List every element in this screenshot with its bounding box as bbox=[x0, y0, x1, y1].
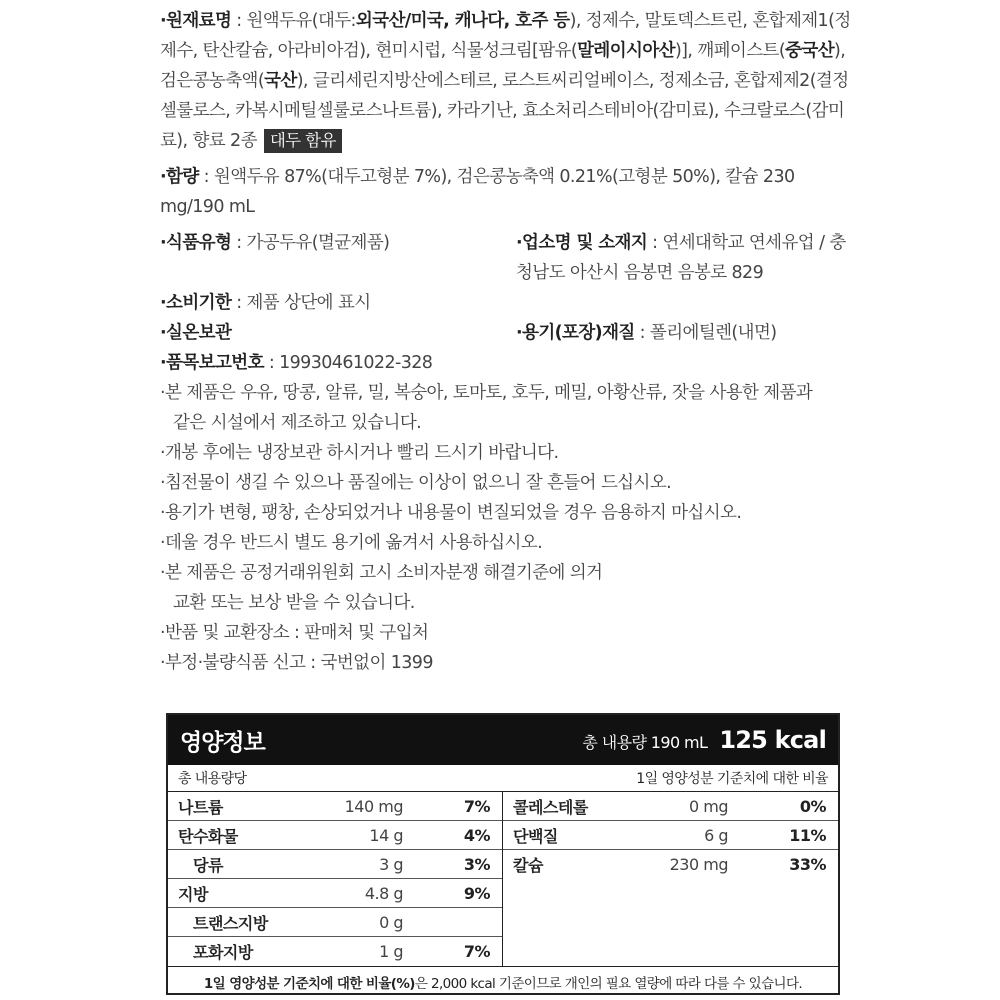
nutrient-value: 230 mg bbox=[669, 855, 728, 874]
nutrient-pct: 11% bbox=[789, 825, 826, 845]
nutrient-pct: 7% bbox=[463, 796, 490, 816]
maker-label: ·업소명 및 소재지 bbox=[516, 233, 648, 253]
info-row bbox=[160, 258, 860, 318]
footnote-bold: 1일 영양성분 기준치에 대한 비율(%) bbox=[203, 975, 415, 992]
note: ·부정·불량식품 신고 : 국번없이 1399 bbox=[160, 653, 433, 673]
nutrient-name: 당류 bbox=[193, 855, 223, 875]
expiry-value: : 제품 상단에 표시 bbox=[231, 293, 371, 313]
origin-text: 말레이시아산 bbox=[577, 41, 675, 61]
nutrient-value: 3 g bbox=[379, 854, 403, 874]
ingredients bbox=[160, 6, 860, 156]
nutrient-row bbox=[168, 850, 502, 879]
nutrient-name: 나트륨 bbox=[178, 797, 223, 817]
nutrient-row bbox=[168, 821, 502, 850]
nutrient-pct: 9% bbox=[463, 883, 490, 903]
allergen-tag: 대두 함유 bbox=[264, 129, 342, 153]
report-number bbox=[160, 348, 860, 378]
nutrient-value: 14 g bbox=[369, 825, 403, 845]
content-label: ·함량 bbox=[160, 167, 199, 187]
nutrient-name: 탄수화물 bbox=[178, 826, 238, 846]
nutrient-pct: 4% bbox=[463, 825, 490, 845]
nutrient-pct: 3% bbox=[463, 854, 490, 874]
nutrient-row bbox=[168, 879, 502, 908]
nutrition-column-right bbox=[503, 792, 838, 966]
nutrient-row bbox=[503, 850, 838, 879]
nutrient-name: 포화지방 bbox=[193, 943, 253, 962]
ingredients-label: ·원재료명 bbox=[160, 11, 232, 31]
note: ·본 제품은 공정거래위원회 고시 소비자분쟁 해결기준에 의거 bbox=[160, 563, 603, 583]
nutrient-name: 지방 bbox=[178, 884, 208, 904]
nutrition-grid bbox=[168, 792, 838, 967]
nutrition-total bbox=[582, 726, 826, 754]
nutrient-row bbox=[503, 821, 838, 850]
note: ·개봉 후에는 냉장보관 하시거나 빨리 드시기 바랍니다. bbox=[160, 443, 559, 463]
food-type-label: ·식품유형 bbox=[160, 233, 232, 253]
ingredients-text: )], 깨페이스트( bbox=[674, 41, 786, 61]
nutrient-value: 0 mg bbox=[688, 796, 728, 816]
nutrition-footnote bbox=[168, 967, 838, 996]
nutrient-name: 단백질 bbox=[513, 826, 558, 846]
nutrient-value: 0 g bbox=[379, 912, 403, 932]
nutrition-table bbox=[166, 713, 840, 995]
ratio-label: 1일 영양성분 기준치에 대한 비율 bbox=[636, 771, 828, 787]
note: ·본 제품은 우유, 땅콩, 알류, 밀, 복숭아, 토마토, 호두, 메밀, 아황산류, 잣을 사용한 제품과 bbox=[160, 383, 813, 403]
nutrient-pct: 0% bbox=[799, 796, 826, 816]
food-type-value: : 가공두유(멸균제품) bbox=[231, 233, 390, 253]
note: ·용기가 변형, 팽창, 손상되었거나 내용물이 변질되었을 경우 음용하지 마십시오. bbox=[160, 503, 742, 523]
footnote-text: 은 2,000 kcal 기준이므로 개인의 필요 열량에 따라 다를 수 있습니다. bbox=[414, 975, 803, 992]
nutrient-pct: 33% bbox=[789, 855, 826, 874]
report-value: : 19930461022-328 bbox=[263, 353, 433, 373]
nutrient-name: 트랜스지방 bbox=[193, 913, 268, 933]
nutrient-pct: 7% bbox=[463, 942, 490, 961]
nutrient-name: 콜레스테롤 bbox=[513, 797, 588, 817]
origin-text: 외국산/미국, 캐나다, 호주 등 bbox=[355, 11, 570, 31]
nutrient-value: 140 mg bbox=[344, 796, 403, 816]
maker-value: : 연세대학교 연세유업 / 충청남도 아산시 음봉면 음봉로 829 bbox=[516, 233, 846, 283]
note: 같은 시설에서 제조하고 있습니다. bbox=[173, 413, 422, 433]
info-row bbox=[160, 318, 860, 348]
origin-text: 중국산 bbox=[785, 41, 834, 61]
nutrient-value: 6 g bbox=[704, 825, 728, 845]
product-info bbox=[160, 6, 860, 678]
origin-text: 국산 bbox=[264, 71, 297, 91]
nutrient-value: 1 g bbox=[379, 942, 403, 961]
nutrient-row bbox=[168, 792, 502, 821]
per-label: 총 내용량당 bbox=[178, 771, 247, 787]
nutrition-subheader bbox=[168, 765, 838, 792]
nutrient-name: 칼슘 bbox=[513, 856, 543, 875]
storage-label: ·실온보관 bbox=[160, 323, 232, 343]
nutrient-row bbox=[503, 792, 838, 821]
package-value: : 폴리에틸렌(내면) bbox=[634, 323, 777, 343]
ingredients-text: ), 글리세린지방산에스테르, 로스트씨리얼베이스, 정제소금, 혼합제제2(결정셀룰로스, 카복시메틸셀룰로스나트륨), 카라기난, 효소처리스테비아(감미료), 수크랄로스(감미료), 향료 2종 bbox=[160, 71, 849, 151]
ingredients-text: : 원액두유(대두: bbox=[231, 11, 356, 31]
package-label: ·용기(포장)재질 bbox=[516, 323, 635, 343]
total-volume: 총 내용량 190 mL bbox=[582, 733, 708, 752]
expiry-label: ·소비기한 bbox=[160, 293, 232, 313]
nutrient-row bbox=[168, 937, 502, 966]
content bbox=[160, 162, 860, 222]
nutrition-header bbox=[168, 715, 838, 765]
kcal-value: 125 kcal bbox=[719, 726, 826, 754]
nutrient-value: 4.8 g bbox=[364, 883, 403, 903]
ingredients-text: ), 정제수, 말토덱스트린, 혼합제제1(정제수, 탄산칼슘, 아라비아검), 현미시럽, 식물성크림[팜유( bbox=[160, 11, 851, 61]
nutrition-column-left bbox=[168, 792, 503, 966]
note: 교환 또는 보상 받을 수 있습니다. bbox=[173, 593, 415, 613]
content-text: : 원액두유 87%(대두고형분 7%), 검은콩농축액 0.21%(고형분 50%), 칼슘 230 mg/190 mL bbox=[160, 167, 795, 217]
ingredients-text: ), 검은콩농축액( bbox=[160, 41, 846, 91]
note: ·반품 및 교환장소 : 판매처 및 구입처 bbox=[160, 623, 429, 643]
nutrient-row bbox=[168, 908, 502, 937]
report-label: ·품목보고번호 bbox=[160, 353, 264, 373]
note: ·침전물이 생길 수 있으나 품질에는 이상이 없으니 잘 흔들어 드십시오. bbox=[160, 473, 672, 493]
note: ·데울 경우 반드시 별도 용기에 옮겨서 사용하십시오. bbox=[160, 533, 543, 553]
nutrition-title: 영양정보 bbox=[180, 729, 265, 756]
